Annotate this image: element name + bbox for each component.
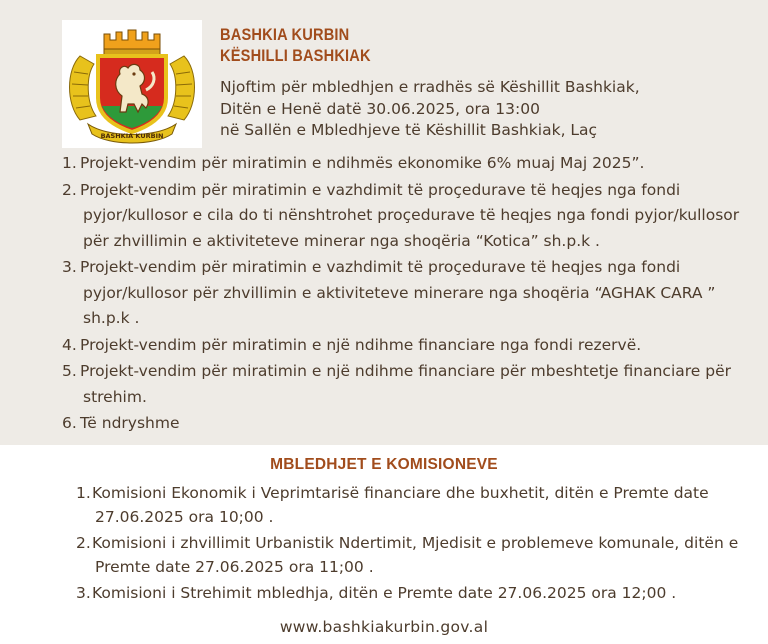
committee-item (76, 581, 748, 605)
org-line-2: KËSHILLI BASHKIAK (220, 46, 371, 65)
agenda-line: pyjor/kullosor për zhvillimin e aktiviteteve minerare nga shoqëria “AGHAK CARA ” (83, 283, 716, 302)
agenda-line: strehim. (83, 387, 147, 406)
agenda-item (62, 255, 742, 332)
agenda-item-text (80, 359, 742, 410)
committees-list (76, 481, 748, 607)
committee-line: 27.06.2025 ora 10;00 . (95, 508, 274, 526)
agenda-item-text (80, 411, 742, 437)
committee-item-text (92, 531, 748, 579)
agenda-item-number: 1. (62, 154, 77, 172)
agenda-line: sh.p.k . (83, 309, 140, 327)
committee-line: Komisioni i zhvillimit Urbanistik Ndertimit, Mjedisit e problemeve komunale, ditën e (92, 534, 739, 552)
meeting-notice (220, 77, 640, 142)
agenda-item (62, 359, 742, 410)
committee-item-number: 3. (76, 584, 91, 602)
agenda-item-text (80, 151, 742, 177)
org-line-1: BASHKIA KURBIN (220, 25, 350, 44)
agenda-line: Të ndryshme (80, 414, 180, 432)
committees-heading: MBLEDHJET E KOMISIONEVE (270, 456, 498, 473)
website-link[interactable]: www.bashkiakurbin.gov.al (279, 618, 489, 636)
committee-item (76, 481, 748, 529)
agenda-item-number: 2. (62, 180, 77, 199)
committee-line: Premte date 27.06.2025 ora 11;00 . (95, 558, 374, 576)
agenda-item (62, 178, 742, 255)
agenda-item-number: 4. (62, 335, 77, 354)
agenda-line: për zhvillimin e aktiviteteve minerar nga shoqëria “Kotica” sh.p.k . (83, 231, 600, 250)
committee-item-number: 2. (76, 534, 91, 552)
agenda-item-number: 6. (62, 414, 77, 432)
agenda-item-number: 3. (62, 258, 77, 276)
committee-item-number: 1. (76, 484, 91, 502)
agenda-line: Projekt-vendim për miratimin e një ndihme financiare nga fondi rezervë. (80, 335, 642, 354)
agenda-item (62, 333, 742, 359)
organization-name (220, 24, 371, 66)
agenda-item-text (80, 255, 742, 332)
committee-item-text (92, 481, 748, 529)
municipality-emblem (62, 20, 202, 148)
notice-line-1: Njoftim për mbledhjen e rradhës së Këshillit Bashkiak, (220, 78, 640, 96)
committee-line: Komisioni i Strehimit mbledhja, ditën e Premte date 27.06.2025 ora 12;00 . (92, 584, 677, 602)
notice-line-2: Ditën e Henë datë 30.06.2025, ora 13:00 (220, 99, 540, 118)
agenda-line: Projekt-vendim për miratimin e ndihmës ekonomike 6% muaj Maj 2025”. (80, 154, 645, 172)
agenda-line: Projekt-vendim për miratimin e vazhdimit të proçedurave të heqjes nga fondi (80, 180, 681, 199)
agenda-item (62, 411, 742, 437)
committee-line: Komisioni Ekonomik i Veprimtarisë financiare dhe buxhetit, ditën e Premte date (92, 484, 709, 502)
agenda-line: Projekt-vendim për miratimin e vazhdimit të proçedurave të heqjes nga fondi (80, 258, 681, 276)
notice-line-3: në Sallën e Mbledhjeve të Këshillit Bashkiak, Laç (220, 121, 598, 139)
agenda-item-number: 5. (62, 362, 77, 380)
agenda-item-text (80, 333, 742, 359)
committee-item-text (92, 581, 748, 605)
agenda-line: Projekt-vendim për miratimin e një ndihme financiare për mbeshtetje financiare për (80, 362, 731, 380)
agenda-item-text (80, 178, 742, 255)
agenda-item (62, 151, 742, 177)
agenda-line: pyjor/kullosor e cila do ti nënshtrohet proçedurave të heqjes nga fondi pyjor/kullosor (83, 206, 740, 224)
emblem-text: BASHKIA KURBIN (100, 132, 164, 140)
agenda-list (62, 151, 742, 438)
committee-item (76, 531, 748, 579)
